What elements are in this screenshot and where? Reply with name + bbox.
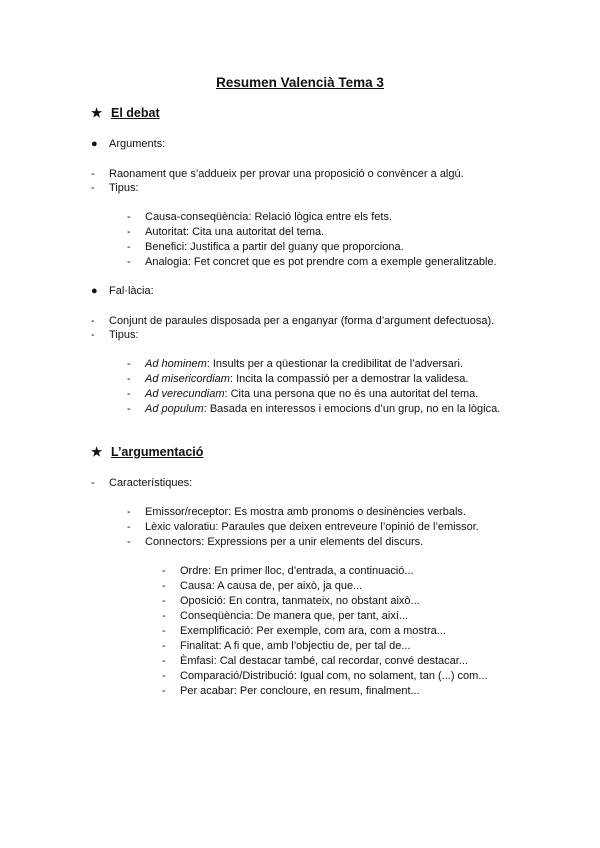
argument-type: - Benefici: Justifica a partir del guany que proporciona. — [127, 241, 404, 253]
star-icon: ★ — [91, 445, 103, 459]
dash-icon: - — [91, 477, 95, 489]
dash-icon: - — [162, 655, 166, 667]
characteristic-item: - Lèxic valoratiu: Paraules que deixen entreveure l’opinió de l’emissor. — [127, 521, 479, 533]
dash-icon: - — [127, 403, 131, 415]
dash-icon: - — [127, 506, 131, 518]
connector-item: - Conseqüència: De manera que, per tant, així... — [162, 610, 409, 622]
fallacy-type: - Ad populum: Basada en interessos i emocions d’un grup, no en la lògica. — [127, 403, 501, 415]
dash-icon: - — [162, 610, 166, 622]
connector-item: - Ordre: En primer lloc, d’entrada, a continuació... — [162, 565, 414, 577]
dash-icon: - — [91, 329, 95, 341]
dash-icon: - — [127, 536, 131, 548]
section-heading-argumentacio: ★ L’argumentació — [91, 445, 204, 459]
connector-item: - Finalitat: A fi que, amb l’objectiu de, per tal de... — [162, 640, 411, 652]
connector-item: - Comparació/Distribució: Igual com, no solament, tan (...) com... — [162, 670, 488, 682]
connector-item: - Èmfasi: Cal destacar també, cal recordar, convé destacar... — [162, 655, 468, 667]
section-heading-debat: ★ El debat — [91, 106, 160, 120]
characteristic-item: - Emissor/receptor: Es mostra amb pronoms o desinències verbals. — [127, 506, 466, 518]
characteristics-label: - Característiques: — [91, 477, 193, 489]
dash-icon: - — [127, 358, 131, 370]
dash-icon: - — [91, 315, 95, 327]
connector-item: - Exemplificació: Per exemple, com ara, com a mostra... — [162, 625, 446, 637]
fallacy-definition: - Conjunt de paraules disposada per a enganyar (forma d’argument defectuosa). — [91, 315, 495, 327]
fallacy-type: - Ad verecundiam: Cita una persona que no és una autoritat del tema. — [127, 388, 479, 400]
arguments-bullet-item — [91, 137, 165, 151]
dash-icon: - — [162, 565, 166, 577]
characteristic-item: - Connectors: Expressions per a unir elements del discurs. — [127, 536, 424, 548]
bullet-icon: ● — [91, 138, 98, 150]
dash-icon: - — [127, 521, 131, 533]
fallacy-label: Fal·làcia: — [109, 285, 154, 297]
dash-icon: - — [127, 226, 131, 238]
dash-icon: - — [127, 211, 131, 223]
connector-item: - Per acabar: Per concloure, en resum, finalment... — [162, 685, 420, 697]
dash-icon: - — [127, 241, 131, 253]
arguments-definition: - Raonament que s’addueix per provar una proposició o convèncer a algú. — [91, 168, 464, 180]
dash-icon: - — [162, 640, 166, 652]
connector-item: - Oposició: En contra, tanmateix, no obstant això... — [162, 595, 420, 607]
dash-icon: - — [162, 625, 166, 637]
dash-icon: - — [127, 373, 131, 385]
fallacy-type: - Ad misericordiam: Incita la compassió per a demostrar la validesa. — [127, 373, 469, 385]
dash-icon: - — [91, 168, 95, 180]
argument-type: - Autoritat: Cita una autoritat del tema. — [127, 226, 325, 238]
argument-type: - Causa-conseqüència: Relació lògica entre els fets. — [127, 211, 393, 223]
arguments-label: Arguments: — [109, 138, 166, 150]
star-icon: ★ — [91, 106, 103, 120]
fallacy-types-label: - Tipus: — [91, 329, 139, 341]
connector-item: - Causa: A causa de, per això, ja que... — [162, 580, 363, 592]
dash-icon: - — [162, 580, 166, 592]
page-title: Resumen Valencià Tema 3 — [216, 75, 384, 90]
dash-icon: - — [91, 182, 95, 194]
fallacy-bullet-item — [91, 284, 154, 298]
dash-icon: - — [127, 256, 131, 268]
fallacy-type: - Ad hominem: Insults per a qüestionar la credibilitat de l’adversari. — [127, 358, 463, 370]
bullet-icon: ● — [91, 285, 98, 297]
dash-icon: - — [162, 685, 166, 697]
dash-icon: - — [162, 595, 166, 607]
dash-icon: - — [127, 388, 131, 400]
dash-icon: - — [162, 670, 166, 682]
argument-type: - Analogia: Fet concret que es pot prendre com a exemple generalitzable. — [127, 256, 497, 268]
arguments-types-label: - Tipus: — [91, 182, 139, 194]
